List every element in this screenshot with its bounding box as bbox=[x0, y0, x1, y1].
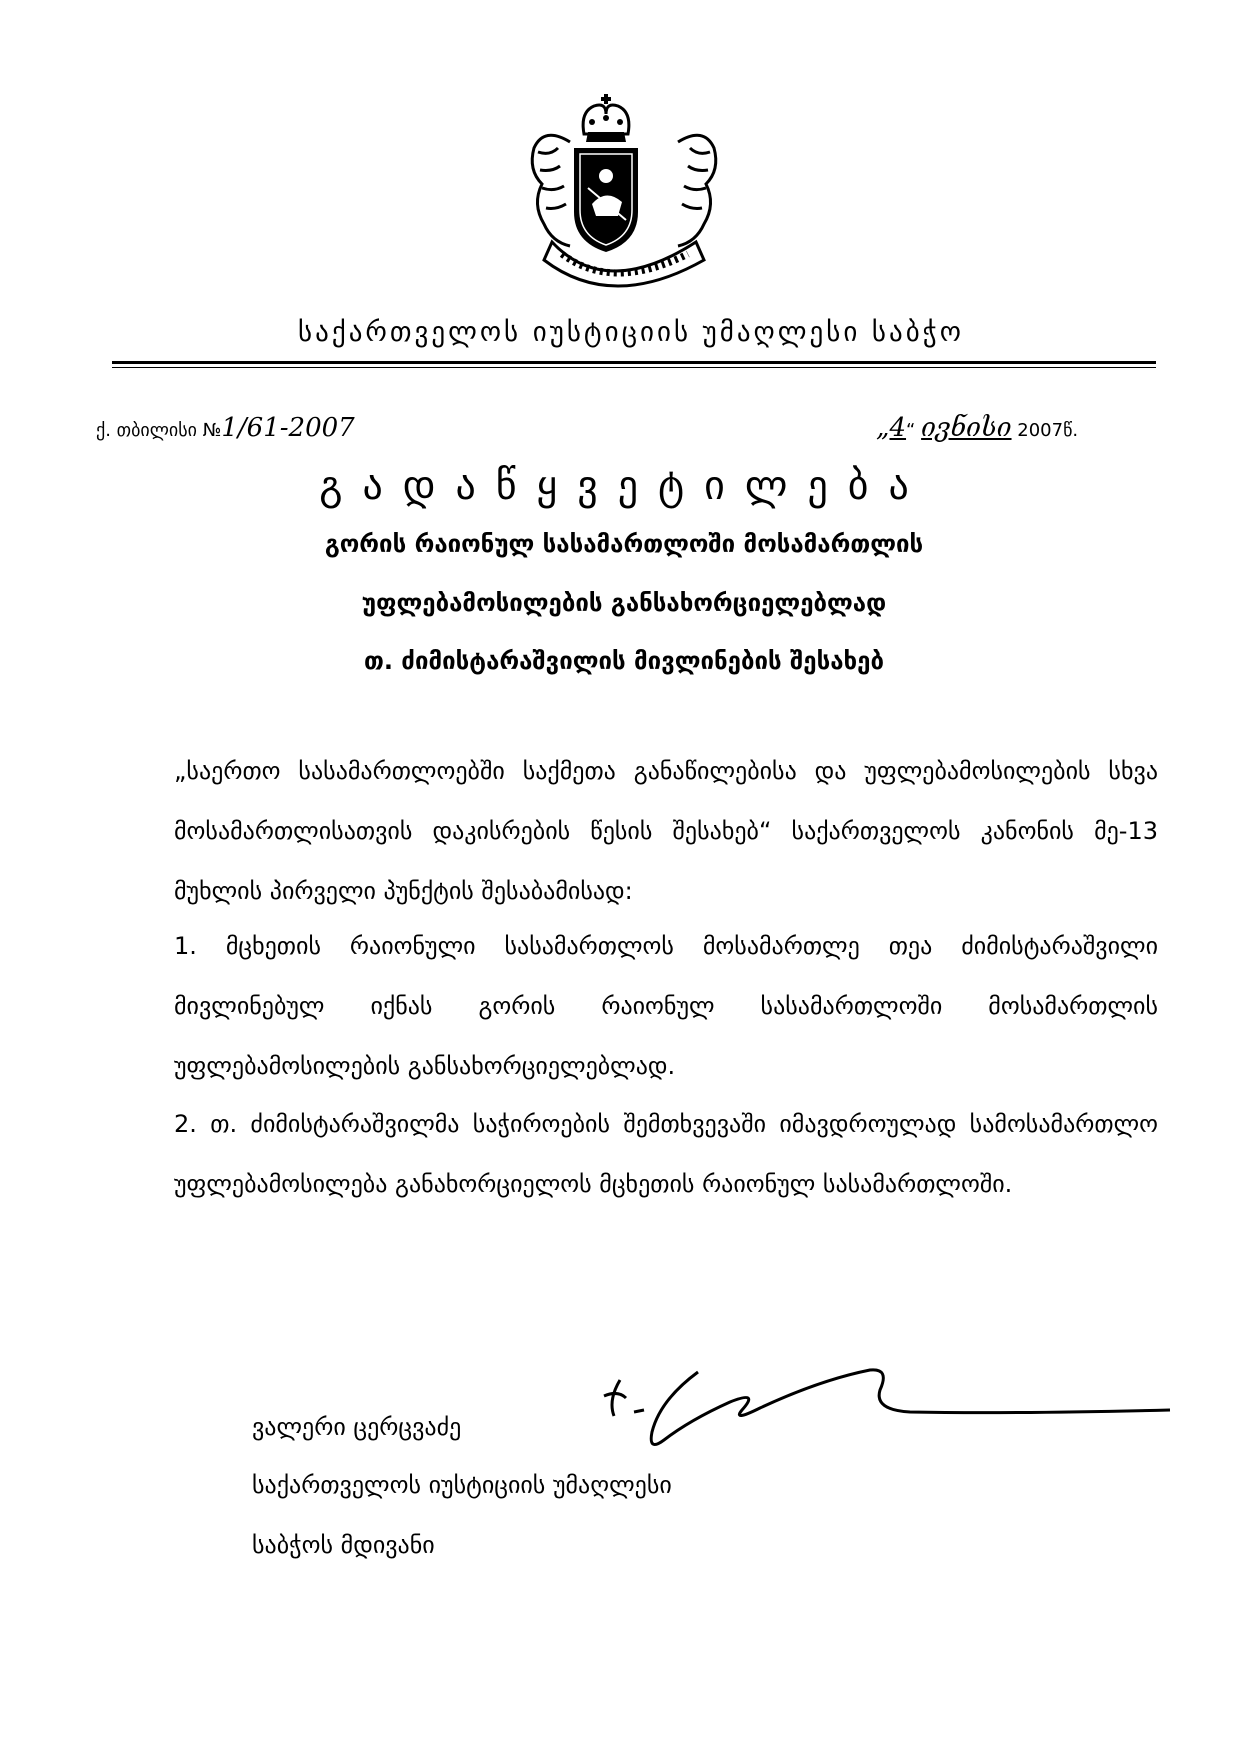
date-year: 2007 bbox=[1017, 420, 1064, 441]
crown-icon bbox=[583, 94, 629, 142]
handwritten-signature bbox=[590, 1360, 1190, 1470]
date-open-quote: „ bbox=[876, 413, 890, 443]
date-day: 4 bbox=[889, 413, 907, 443]
date-close-quote: “ bbox=[906, 420, 916, 441]
registration-prefix: ქ. თბილისი № bbox=[96, 420, 222, 441]
signatory-name: ვალერი ცერცვაძე bbox=[252, 1413, 462, 1441]
signatory-position-line-1: საქართველოს იუსტიციის უმაღლესი bbox=[252, 1471, 672, 1499]
date-suffix: წ. bbox=[1063, 420, 1079, 441]
council-name-heading: საქართველოს იუსტიციის უმაღლესი საბჭო bbox=[298, 317, 964, 348]
document-date bbox=[876, 413, 1078, 443]
decision-item-2: 2. თ. ძიმისტარაშვილმა საჭიროების შემთხვევაში იმავდროულად სამოსამართლო უფლებამოსილება განახორციელოს მცხეთის რაიონულ სასამართლოში. bbox=[174, 1110, 1158, 1198]
decision-item-1: 1. მცხეთის რაიონული სასამართლოს მოსამართლე თეა ძიმისტარაშვილი მივლინებულ იქნას გორის რაიონულ სასამართლოში მოსამართლის უფლებამოსილების განსახორციელებლად. bbox=[174, 932, 1158, 1080]
registration-number: 1/61-2007 bbox=[221, 413, 355, 443]
date-month: ივნისი bbox=[921, 413, 1012, 443]
subtitle-line: თ. ძიმისტარაშვილის მივლინების შესახებ bbox=[363, 647, 885, 675]
header-divider-thick bbox=[112, 361, 1156, 364]
document-title: გადაწყვეტილება bbox=[319, 463, 929, 509]
subtitle-line: უფლებამოსილების განსახორციელებლად bbox=[361, 589, 887, 617]
subtitle-line: გორის რაიონულ სასამართლოში მოსამართლის bbox=[324, 530, 924, 558]
signatory-position-line-2: საბჭოს მდივანი bbox=[252, 1531, 435, 1559]
preamble-paragraph: „საერთო სასამართლოებში საქმეთა განაწილებისა და უფლებამოსილების სხვა მოსამართლისათვის დაკისრების წესის შესახებ“ საქართველოს კანონის მე-13 მუხლის პირველი პუნქტის შესაბამისად: bbox=[174, 757, 1158, 905]
coat-of-arms-emblem bbox=[522, 92, 726, 300]
registration-number-line bbox=[96, 413, 355, 443]
header-divider-thin bbox=[112, 367, 1156, 368]
